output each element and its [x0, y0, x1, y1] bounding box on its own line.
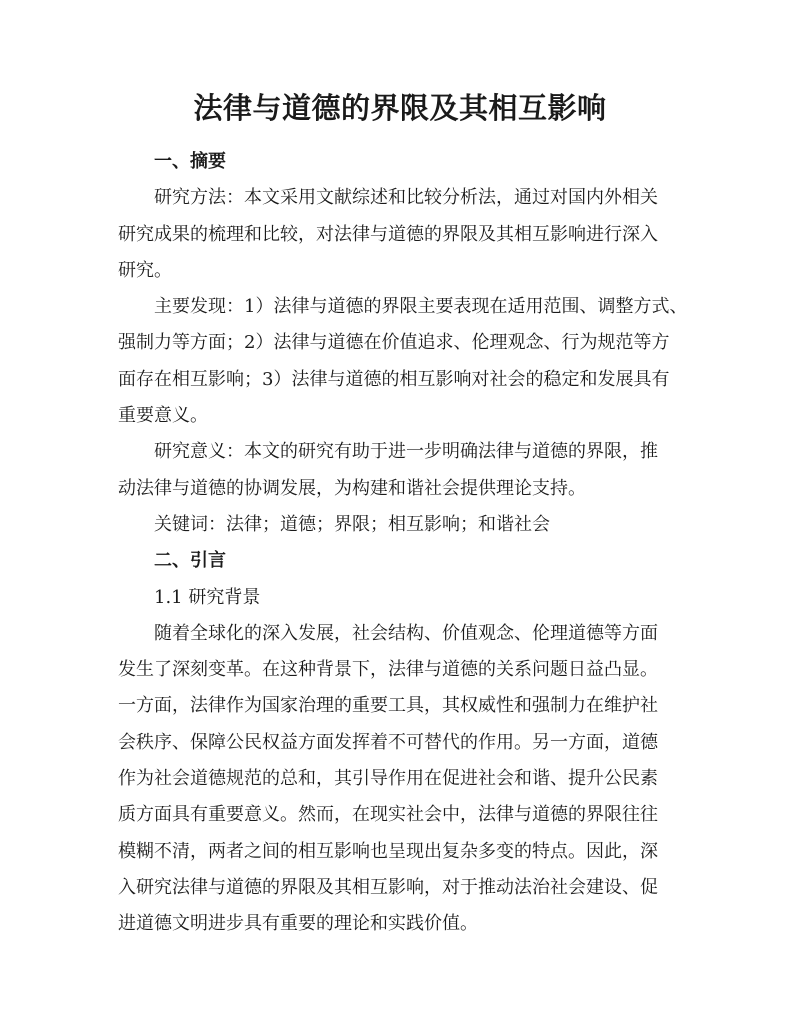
text-line: 入研究法律与道德的界限及其相互影响，对于推动法治社会建设、促 [118, 876, 658, 898]
text-line: 强制力等方面；2）法律与道德在价值追求、伦理观念、行为规范等方 [118, 332, 670, 354]
text-line: 模糊不清，两者之间的相互影响也呈现出复杂多变的特点。因此，深 [118, 840, 658, 862]
section-heading-abstract: 一、摘要 [154, 151, 226, 172]
text-line: 会秩序、保障公民权益方面发挥着不可替代的作用。另一方面，道德 [118, 731, 658, 753]
keywords-line: 关键词：法律；道德；界限；相互影响；和谐社会 [154, 513, 550, 535]
section-heading-introduction: 二、引言 [154, 550, 226, 572]
text-line: 研究方法：本文采用文献综述和比较分析法，通过对国内外相关 [154, 187, 658, 209]
document-body [118, 144, 688, 943]
text-line: 面存在相互影响；3）法律与道德的相互影响对社会的稳定和发展具有 [118, 368, 670, 390]
text-line: 进道德文明进步具有重要的理论和实践价值。 [118, 913, 478, 935]
text-line: 重要意义。 [118, 405, 208, 427]
document-title: 法律与道德的界限及其相互影响 [193, 91, 607, 125]
text-line: 动法律与道德的协调发展，为构建和谐社会提供理论支持。 [118, 477, 586, 499]
text-line: 研究意义：本文的研究有助于进一步明确法律与道德的界限，推 [154, 441, 658, 463]
introduction-background-paragraph [118, 616, 684, 943]
text-line: 主要发现：1）法律与道德的界限主要表现在适用范围、调整方式、 [154, 296, 688, 318]
abstract-significance-paragraph [118, 434, 684, 507]
text-line: 质方面具有重要意义。然而，在现实社会中，法律与道德的界限往往 [118, 804, 658, 826]
text-line: 研究。 [118, 259, 172, 281]
text-line: 一方面，法律作为国家治理的重要工具，其权威性和强制力在维护社 [118, 695, 658, 717]
text-line: 研究成果的梳理和比较，对法律与道德的界限及其相互影响进行深入 [118, 223, 658, 245]
text-line: 作为社会道德规范的总和，其引导作用在促进社会和谐、提升公民素 [118, 768, 658, 790]
abstract-method-paragraph [118, 180, 684, 289]
abstract-findings-paragraph [118, 289, 688, 434]
text-line: 发生了深刻变革。在这种背景下，法律与道德的关系问题日益凸显。 [118, 659, 658, 681]
text-line: 随着全球化的深入发展，社会结构、价值观念、伦理道德等方面 [154, 622, 658, 644]
subsection-heading-background: 1.1 研究背景 [154, 586, 261, 608]
